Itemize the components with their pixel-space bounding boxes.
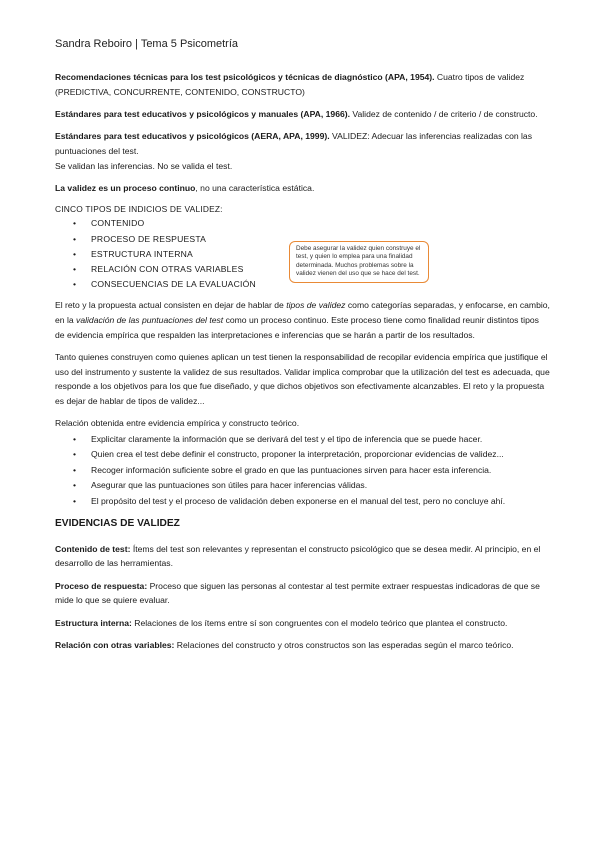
evidence-text: Proceso que siguen las personas al contestar al test permite extraer respuestas indicadoras de que se mide lo que se quiere evaluar. (55, 580, 540, 606)
evidence-label: Proceso de respuesta: (55, 580, 148, 591)
caps-title: CINCO TIPOS DE INDICIOS DE VALIDEZ: (55, 204, 223, 215)
evidence-label: Relación con otras variables: (55, 640, 175, 651)
paragraph-apa-1966 (55, 107, 550, 122)
page-header: Sandra Reboiro | Tema 5 Psicometría (55, 38, 239, 50)
list-item: • El propósito del test y el proceso de validación deben exponerse en el manual del test, pero no concluye ahí. (91, 494, 550, 509)
italic-run: tipos de validez (286, 300, 346, 311)
document-body (55, 70, 550, 660)
paragraph-heading: La validez es un proceso continuo (55, 182, 196, 193)
evidence-label: Estructura interna: (55, 617, 132, 628)
paragraph-text: VALIDEZ: Adecuar las inferencias realizadas con las puntuaciones del test. (55, 131, 532, 156)
paragraph-heading: Estándares para test educativos y psicológicos (AERA, APA, 1999). (55, 131, 330, 142)
list-item: • CONSECUENCIAS DE LA EVALUACIÓN (91, 277, 550, 292)
paragraph-text: Cuatro tipos de validez (PREDICTIVA, CONCURRENTE, CONTENIDO, CONSTRUCTO) (55, 72, 525, 97)
list-item: • RELACIÓN CON OTRAS VARIABLES (91, 262, 550, 277)
evidence-text: Ítems del test son relevantes y representan el constructo psicológico que se desea medir. Al principio, en el desarrollo de las herramientas. (55, 543, 541, 569)
paragraph-responsabilidad: Tanto quienes construyen como quienes aplican un test tienen la responsabilidad de recopilar evidencia empírica que justifique el uso del instrumento y sustente la validez de sus resultados. Validar implica comprobar que la utilización del test es adecuada, que responde a los objetivos para los que fue diseñado, y que dichos objetivos son efectivamente alcanzables. El reto y la propuesta es dejar de hablar de tipos de validez... (55, 351, 550, 406)
evidence-relacion-variables (55, 638, 550, 653)
comment-note: Debe asegurar la validez quien construye el test, y quien lo emplea para una finalidad determinada. Muchos problemas sobre la validez vienen del uso que se hace del test. (289, 241, 429, 283)
paragraph-proceso-continuo (55, 181, 550, 196)
section-heading-evidencias: EVIDENCIAS DE VALIDEZ (55, 518, 180, 530)
list-item: • Recoger información suficiente sobre el grado en que las puntuaciones sirven para hacer esta inferencia. (91, 463, 550, 478)
paragraph-text: , no una característica estática. (195, 182, 315, 193)
paragraph-heading: Recomendaciones técnicas para los test psicológicos y técnicas de diagnóstico (APA, 1954). (55, 72, 435, 82)
paragraph-text: Validez de contenido / de criterio / de constructo. (350, 108, 538, 119)
text-run: como un proceso continuo. Este proceso tiene como finalidad reunir distintos tipos de evidencia empírica que respalden las interpretaciones e inferencias que se harán a partir de los resultados. (55, 314, 539, 340)
evidence-contenido (55, 542, 550, 571)
list-item: • Quien crea el test debe definir el constructo, proponer la interpretación, proporcionar evidencias de validez... (91, 447, 550, 462)
evidence-estructura-interna (55, 616, 550, 631)
text-run: como categorías separadas, y enfocarse, en cambio, en la (55, 300, 550, 325)
evidence-text: Relaciones del constructo y otros constructos son las esperadas según el marco teórico. (174, 640, 514, 651)
paragraph-reto (55, 298, 550, 342)
evidence-text: Relaciones de los ítems entre sí son congruentes con el modelo teórico que plantea el constructo. (131, 617, 508, 628)
list-item: • ESTRUCTURA INTERNA (91, 247, 550, 262)
italic-run: validación de las puntuaciones del test (76, 314, 224, 325)
list-item: • Explicitar claramente la información que se derivará del test y el tipo de inferencia que se puede hacer. (91, 432, 550, 447)
list-item: • Asegurar que las puntuaciones son útiles para hacer inferencias válidas. (91, 478, 550, 493)
paragraph-relacion: Relación obtenida entre evidencia empírica y constructo teórico. (55, 418, 300, 429)
evidence-proceso-respuesta (55, 579, 550, 608)
list-item: • PROCESO DE RESPUESTA (91, 232, 550, 247)
text-run: El reto y la propuesta actual consisten en dejar de hablar de (55, 300, 287, 311)
paragraph-apa-1954 (55, 70, 550, 99)
requirements-list (55, 432, 550, 509)
list-item: • CONTENIDO (91, 216, 550, 231)
evidence-label: Contenido de test: (55, 543, 131, 554)
paragraph-aera-1999 (55, 129, 550, 173)
paragraph-text-line2: Se validan las inferencias. No se valida el test. (55, 160, 233, 171)
paragraph-heading: Estándares para test educativos y psicológicos y manuales (APA, 1966). (55, 108, 351, 119)
